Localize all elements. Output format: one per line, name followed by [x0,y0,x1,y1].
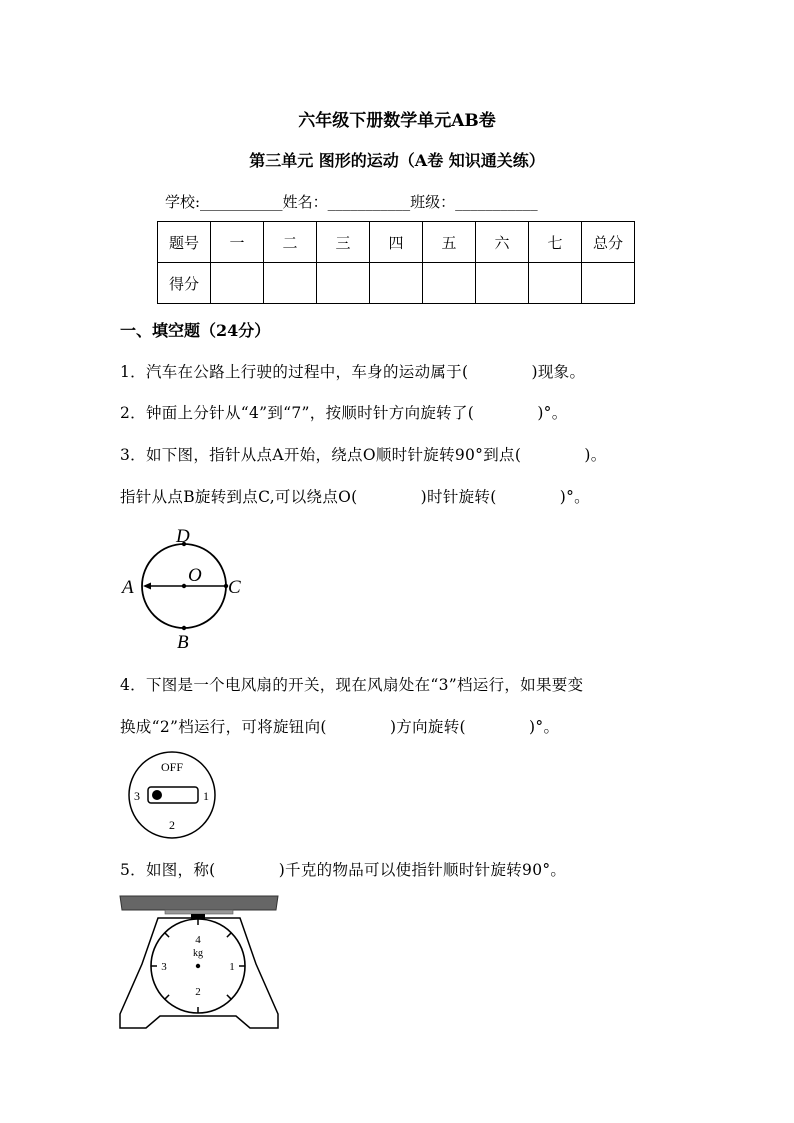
table-cell: 二 [264,222,317,263]
scale-label-3: 3 [161,961,167,973]
label-2: 2 [169,818,175,832]
score-table-score-row [158,263,635,304]
score-table [157,221,635,304]
table-cell: 题号 [158,222,211,263]
scale-label-4: 4 [195,934,201,946]
class-field: 班级：___________ [410,193,538,211]
question-3-line-2: 指针从点B旋转到点C,可以绕点O( )时针旋转( )°。 [120,488,590,506]
table-cell [317,263,370,304]
scale-figure [118,894,280,1030]
scale-pivot [196,964,200,968]
knob-icon [152,790,162,800]
label-3: 3 [134,789,140,803]
label-a: A [122,577,134,598]
circle-figure [118,522,250,652]
table-cell [423,263,476,304]
page-subtitle: 第三单元 图形的运动（A卷 知识通关练） [249,151,545,170]
table-cell: 四 [370,222,423,263]
school-field: 学校:___________ [165,193,283,211]
question-4-line-2: 换成“2”档运行，可将旋钮向( )方向旋转( )°。 [120,718,560,736]
table-cell: 七 [529,222,582,263]
question-2: 2．钟面上分针从“4”到“7”，按顺时针方向旋转了( )°。 [120,404,568,422]
label-c: C [228,577,241,598]
table-cell: 一 [211,222,264,263]
table-cell [476,263,529,304]
fan-switch-figure [125,750,220,840]
table-cell [582,263,635,304]
table-cell: 五 [423,222,476,263]
question-3-line-1: 3．如下图，指针从点A开始，绕点O顺时针旋转90°到点( )。 [120,446,607,464]
table-cell [529,263,582,304]
score-table-header-row [158,222,635,263]
label-1: 1 [203,789,209,803]
student-info [165,191,538,212]
table-cell: 六 [476,222,529,263]
label-b: B [177,632,189,652]
question-5: 5．如图，称( )千克的物品可以使指针顺时针旋转90°。 [120,861,567,879]
scale-label-2: 2 [195,986,201,998]
scale-label-1: 1 [229,961,235,973]
question-4-line-1: 4．下图是一个电风扇的开关，现在风扇处在“3”档运行，如果要变 [120,676,584,694]
table-cell [370,263,423,304]
table-cell [264,263,317,304]
table-cell: 总分 [582,222,635,263]
question-1: 1．汽车在公路上行驶的过程中，车身的运动属于( )现象。 [120,363,586,381]
label-d: D [176,526,190,547]
label-o: O [188,565,202,586]
section-title: 一、填空题（24分） [120,321,271,340]
scale-unit: kg [193,948,203,959]
table-cell: 得分 [158,263,211,304]
page-title: 六年级下册数学单元AB卷 [298,111,496,131]
table-cell [211,263,264,304]
label-off: OFF [160,760,184,774]
table-cell: 三 [317,222,370,263]
name-field: 姓名：___________ [282,193,411,211]
